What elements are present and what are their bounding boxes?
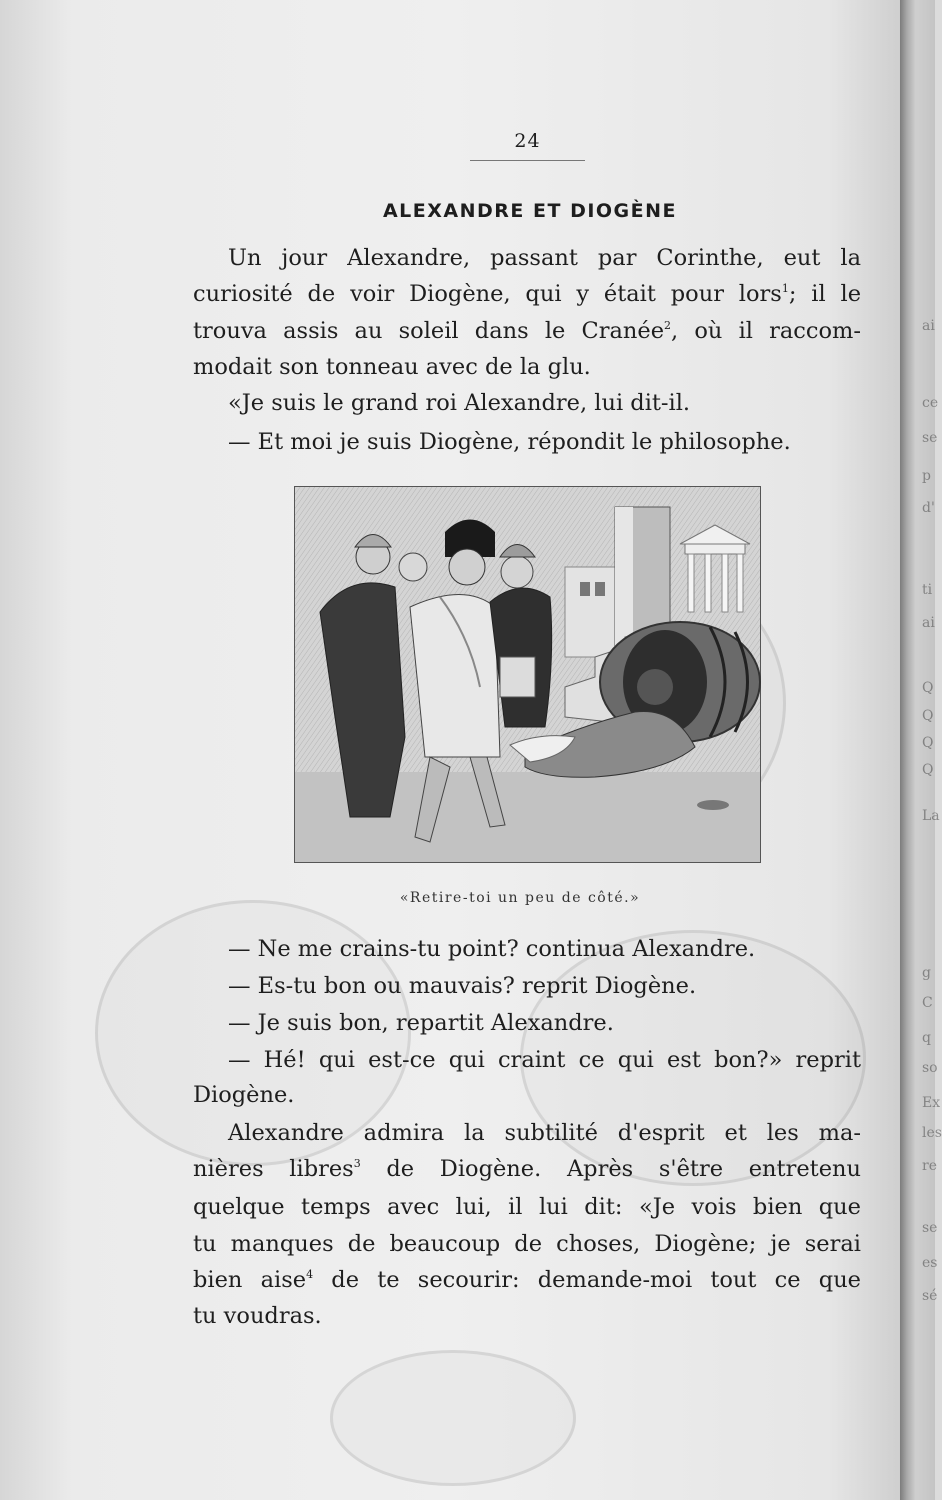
text-line: bien aise$^4$ de te secourir: demande-moi tout ce que	[193, 1267, 861, 1293]
text-line: Alexandre admira la subtilité d'esprit et les ma-	[228, 1120, 861, 1146]
engraving-image	[295, 487, 760, 862]
gutter-fragment: ce	[922, 395, 939, 411]
gutter-fragment: d'	[922, 500, 935, 516]
gutter-fragment: Q	[922, 680, 934, 696]
text-line: — Et moi je suis Diogène, répondit le philosophe.	[228, 429, 791, 455]
text-line: — Ne me crains-tu point? continua Alexandre.	[228, 936, 756, 962]
text-line: — Je suis bon, repartit Alexandre.	[228, 1010, 614, 1036]
text-line: tu manques de beaucoup de choses, Diogène; je serai	[193, 1231, 861, 1257]
text-line: nières libres$^3$ de Diogène. Après s'être entretenu	[193, 1156, 861, 1182]
gutter-fragment: Q	[922, 762, 934, 778]
gutter-fragment: Q	[922, 708, 934, 724]
text-line: tu voudras.	[193, 1303, 322, 1329]
footnote-marker: 3	[353, 1157, 361, 1170]
page-title: ALEXANDRE ET DIOGÈNE	[382, 200, 678, 222]
illustration-alexander-diogenes	[294, 486, 761, 863]
gutter-fragment: sé	[922, 1288, 938, 1304]
gutter-fragment: so	[922, 1060, 938, 1076]
gutter-fragment: les	[922, 1125, 942, 1141]
gutter-fragment: se	[922, 430, 938, 446]
text-line: Un jour Alexandre, passant par Corinthe, eut la	[228, 245, 861, 271]
gutter-fragment: q	[922, 1030, 931, 1046]
text-line: modait son tonneau avec de la glu.	[193, 354, 591, 380]
text-line: trouva assis au soleil dans le Cranée$^2$, où il raccom-	[193, 318, 861, 344]
gutter-fragment: se	[922, 1220, 938, 1236]
gutter-fragment: La	[922, 808, 940, 824]
gutter-fragment: ti	[922, 582, 933, 598]
text-line: — Es-tu bon ou mauvais? reprit Diogène.	[228, 973, 697, 999]
facing-page-edge	[900, 0, 942, 1500]
gutter-fragment: C	[922, 995, 933, 1011]
footnote-marker: 4	[306, 1268, 314, 1281]
gutter-fragment: re	[922, 1158, 937, 1174]
gutter-fragment: g	[922, 965, 931, 981]
text-line: curiosité de voir Diogène, qui y était pour lors$^1$; il le	[193, 281, 862, 307]
text-line: — Hé! qui est-ce qui craint ce qui est bon?» reprit	[228, 1047, 861, 1073]
text-line: Diogène.	[193, 1082, 295, 1108]
page-number: 24	[514, 130, 541, 152]
gutter-fragment: ai	[922, 615, 935, 631]
footnote-marker: 1	[781, 282, 789, 295]
gutter-fragment: p	[922, 468, 931, 484]
text-line: quelque temps avec lui, il lui dit: «Je vois bien que	[193, 1194, 861, 1220]
header-rule	[470, 160, 585, 161]
water-stain	[330, 1350, 576, 1486]
gutter-fragment: Ex	[922, 1095, 941, 1111]
gutter-fragment: Q	[922, 735, 934, 751]
figure-caption: «Retire-toi un peu de côté.»	[399, 890, 641, 906]
gutter-fragment: es	[922, 1255, 938, 1271]
footnote-marker: 2	[664, 319, 672, 332]
gutter-fragment: ai	[922, 318, 935, 334]
text-line: «Je suis le grand roi Alexandre, lui dit-il.	[228, 390, 691, 416]
